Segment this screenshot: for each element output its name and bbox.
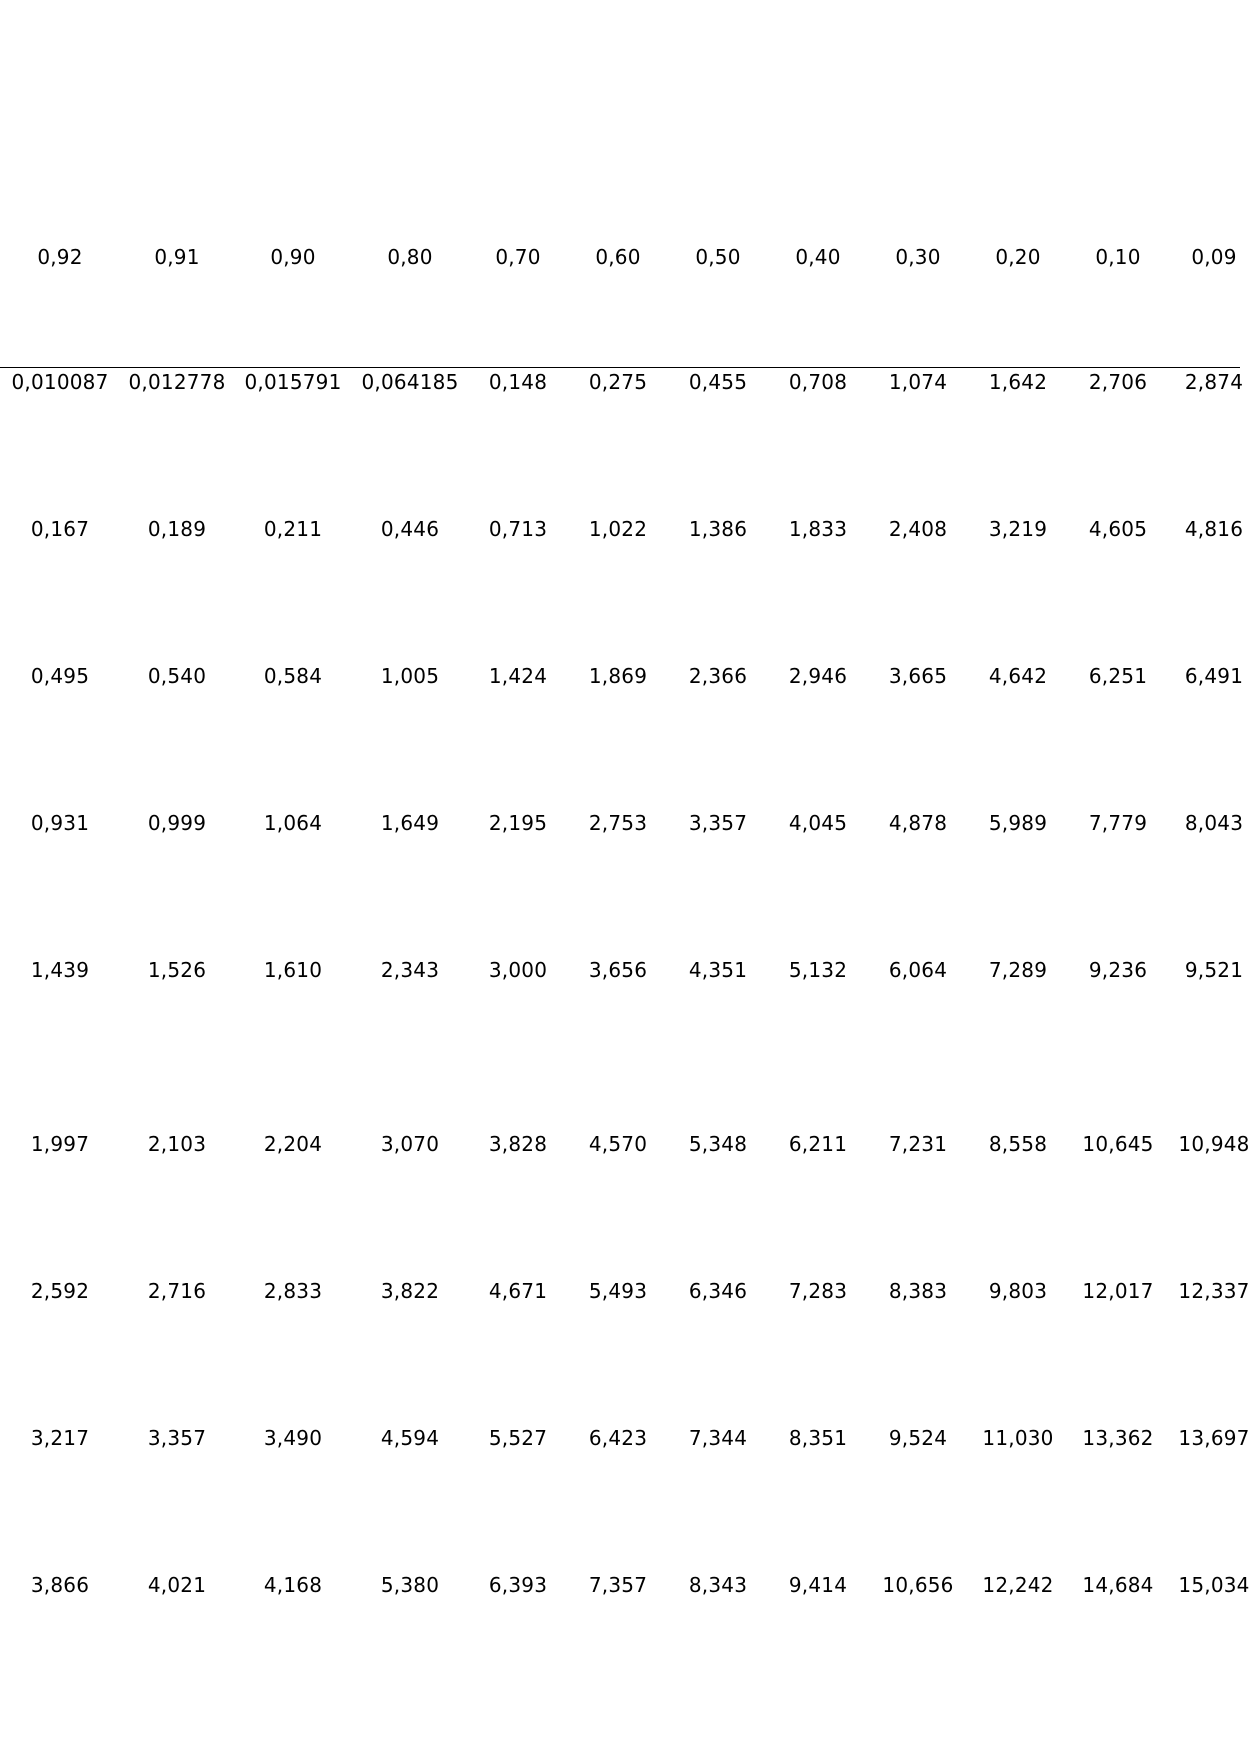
table-cell: 1,386 [688, 517, 748, 541]
table-cell: 8,558 [988, 1132, 1048, 1156]
table-cell: 1,439 [30, 958, 90, 982]
table-cell: 13,697 [1178, 1426, 1250, 1450]
table-cell: 14,684 [1082, 1573, 1154, 1597]
table-cell: 4,878 [888, 811, 948, 835]
table-cell: 0,540 [147, 664, 207, 688]
table-cell: 7,283 [788, 1279, 848, 1303]
table-cell: 0,446 [380, 517, 440, 541]
table-cell: 1,526 [147, 958, 207, 982]
table-cell: 0,275 [588, 370, 648, 394]
table-cell: 15,034 [1178, 1573, 1250, 1597]
table-cell: 3,656 [588, 958, 648, 982]
table-cell: 2,103 [147, 1132, 207, 1156]
table-cell: 2,946 [788, 664, 848, 688]
header-cell: 0,91 [154, 245, 200, 269]
table-cell: 0,931 [30, 811, 90, 835]
table-cell: 6,251 [1088, 664, 1148, 688]
table-cell: 0,495 [30, 664, 90, 688]
table-cell: 4,816 [1184, 517, 1244, 541]
table-cell: 3,665 [888, 664, 948, 688]
header-divider [0, 367, 1240, 368]
table-cell: 7,289 [988, 958, 1048, 982]
table-cell: 0,010087 [11, 370, 109, 394]
table-cell: 5,132 [788, 958, 848, 982]
table-cell: 1,074 [888, 370, 948, 394]
table-cell: 6,211 [788, 1132, 848, 1156]
table-cell: 2,204 [263, 1132, 323, 1156]
table-cell: 4,570 [588, 1132, 648, 1156]
table-cell: 6,346 [688, 1279, 748, 1303]
table-cell: 8,343 [688, 1573, 748, 1597]
table-cell: 4,021 [147, 1573, 207, 1597]
table-cell: 9,521 [1184, 958, 1244, 982]
table-cell: 2,592 [30, 1279, 90, 1303]
table-cell: 5,348 [688, 1132, 748, 1156]
table-cell: 2,366 [688, 664, 748, 688]
table-cell: 5,380 [380, 1573, 440, 1597]
table-cell: 0,012778 [128, 370, 226, 394]
table-cell: 4,351 [688, 958, 748, 982]
table-cell: 7,357 [588, 1573, 648, 1597]
table-cell: 1,833 [788, 517, 848, 541]
header-cell: 0,90 [270, 245, 316, 269]
table-cell: 3,219 [988, 517, 1048, 541]
header-cell: 0,40 [795, 245, 841, 269]
table-cell: 0,708 [788, 370, 848, 394]
table-cell: 11,030 [982, 1426, 1054, 1450]
table-cell: 4,671 [488, 1279, 548, 1303]
table-cell: 6,064 [888, 958, 948, 982]
table-cell: 13,362 [1082, 1426, 1154, 1450]
table-cell: 0,211 [263, 517, 323, 541]
table-cell: 6,491 [1184, 664, 1244, 688]
table-cell: 12,242 [982, 1573, 1054, 1597]
table-cell: 3,490 [263, 1426, 323, 1450]
table-cell: 4,642 [988, 664, 1048, 688]
table-cell: 2,343 [380, 958, 440, 982]
table-cell: 7,231 [888, 1132, 948, 1156]
table-cell: 1,005 [380, 664, 440, 688]
table-cell: 4,605 [1088, 517, 1148, 541]
table-cell: 7,344 [688, 1426, 748, 1450]
header-cell: 0,92 [37, 245, 83, 269]
table-cell: 3,828 [488, 1132, 548, 1156]
header-cell: 0,50 [695, 245, 741, 269]
table-cell: 4,594 [380, 1426, 440, 1450]
table-cell: 1,649 [380, 811, 440, 835]
table-cell: 9,236 [1088, 958, 1148, 982]
table-cell: 12,337 [1178, 1279, 1250, 1303]
table-cell: 4,045 [788, 811, 848, 835]
table-cell: 12,017 [1082, 1279, 1154, 1303]
table-cell: 0,189 [147, 517, 207, 541]
table-cell: 3,866 [30, 1573, 90, 1597]
table-cell: 2,753 [588, 811, 648, 835]
table-cell: 5,527 [488, 1426, 548, 1450]
table-cell: 10,948 [1178, 1132, 1250, 1156]
table-cell: 3,822 [380, 1279, 440, 1303]
table-cell: 6,393 [488, 1573, 548, 1597]
table-cell: 2,874 [1184, 370, 1244, 394]
table-cell: 0,064185 [361, 370, 459, 394]
table-cell: 1,610 [263, 958, 323, 982]
table-cell: 8,383 [888, 1279, 948, 1303]
table-cell: 5,493 [588, 1279, 648, 1303]
table-cell: 2,408 [888, 517, 948, 541]
table-cell: 1,997 [30, 1132, 90, 1156]
table-cell: 1,869 [588, 664, 648, 688]
table-cell: 4,168 [263, 1573, 323, 1597]
header-cell: 0,70 [495, 245, 541, 269]
table-cell: 2,706 [1088, 370, 1148, 394]
table-cell: 8,351 [788, 1426, 848, 1450]
table-cell: 5,989 [988, 811, 1048, 835]
table-cell: 1,022 [588, 517, 648, 541]
table-cell: 9,524 [888, 1426, 948, 1450]
table-cell: 3,070 [380, 1132, 440, 1156]
table-cell: 3,217 [30, 1426, 90, 1450]
table-cell: 3,357 [688, 811, 748, 835]
table-cell: 2,716 [147, 1279, 207, 1303]
table-cell: 0,999 [147, 811, 207, 835]
table-cell: 2,833 [263, 1279, 323, 1303]
table-cell: 0,015791 [244, 370, 342, 394]
header-cell: 0,60 [595, 245, 641, 269]
header-cell: 0,09 [1191, 245, 1237, 269]
table-cell: 3,357 [147, 1426, 207, 1450]
table-cell: 2,195 [488, 811, 548, 835]
table-cell: 9,803 [988, 1279, 1048, 1303]
table-cell: 6,423 [588, 1426, 648, 1450]
table-cell: 0,713 [488, 517, 548, 541]
table-cell: 3,000 [488, 958, 548, 982]
table-cell: 8,043 [1184, 811, 1244, 835]
header-cell: 0,20 [995, 245, 1041, 269]
header-cell: 0,10 [1095, 245, 1141, 269]
table-cell: 10,656 [882, 1573, 954, 1597]
header-cell: 0,80 [387, 245, 433, 269]
table-cell: 10,645 [1082, 1132, 1154, 1156]
table-cell: 1,424 [488, 664, 548, 688]
table-cell: 1,642 [988, 370, 1048, 394]
header-cell: 0,30 [895, 245, 941, 269]
table-cell: 0,584 [263, 664, 323, 688]
table-cell: 0,148 [488, 370, 548, 394]
table-cell: 0,167 [30, 517, 90, 541]
table-cell: 9,414 [788, 1573, 848, 1597]
table-cell: 1,064 [263, 811, 323, 835]
table-cell: 7,779 [1088, 811, 1148, 835]
table-cell: 0,455 [688, 370, 748, 394]
